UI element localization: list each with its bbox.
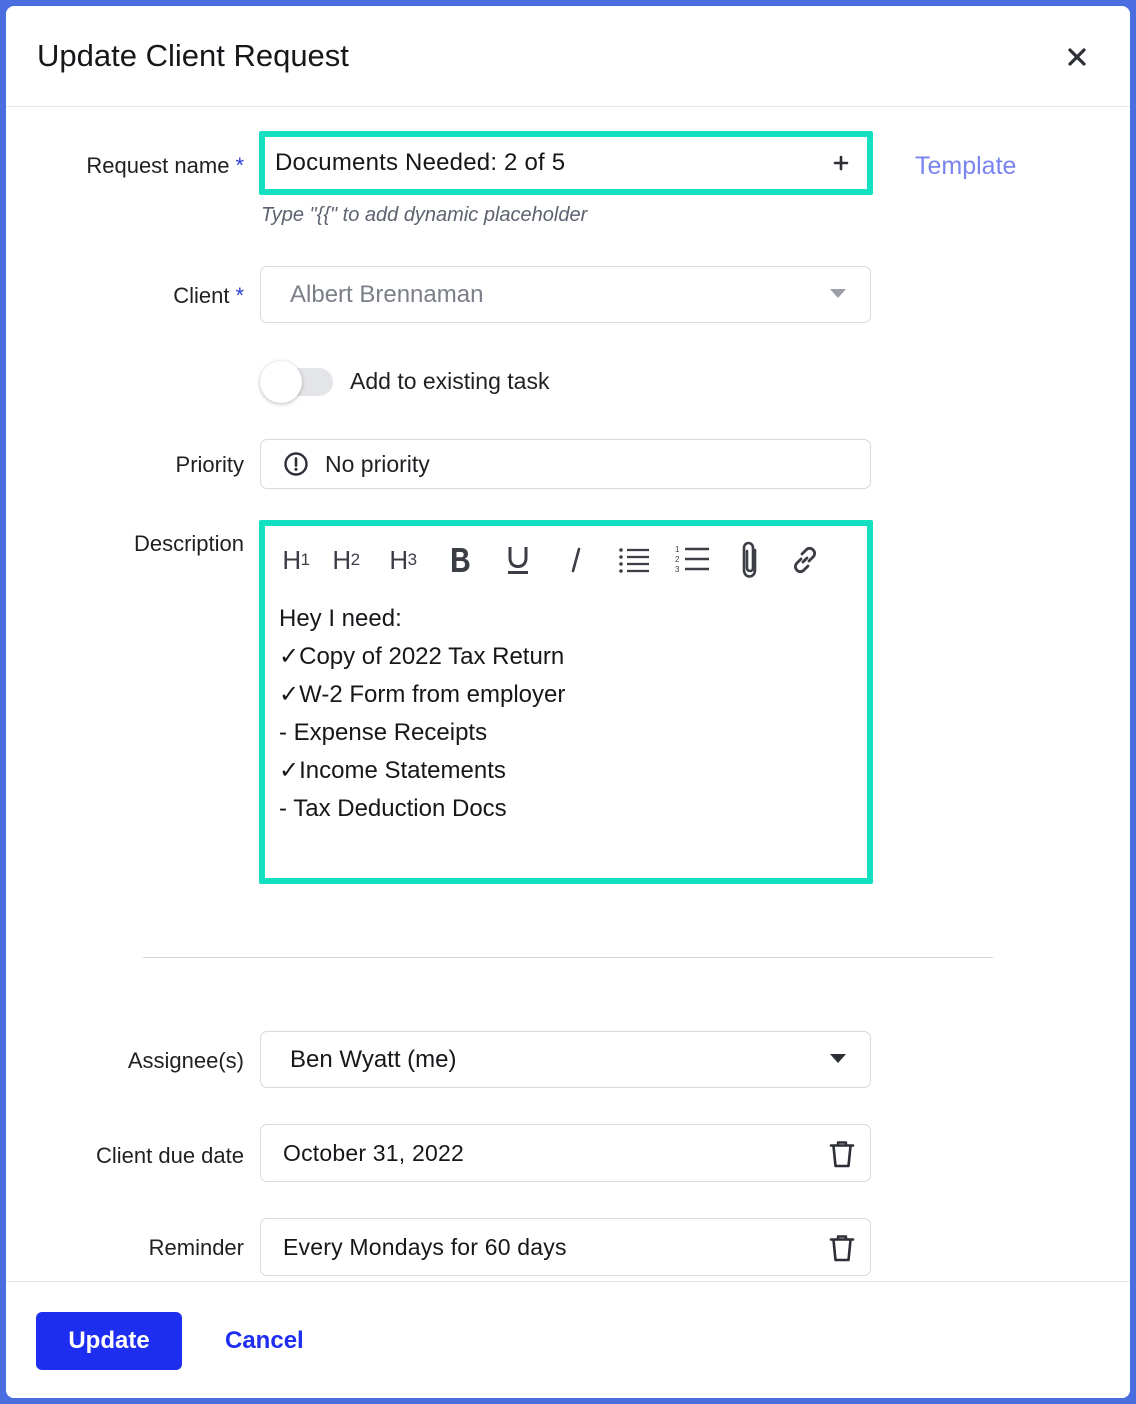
- description-line: ✓W-2 Form from employer: [279, 681, 566, 708]
- template-link[interactable]: Template: [915, 152, 1017, 180]
- description-label: Description: [133, 531, 244, 556]
- assignees-label: Assignee(s): [127, 1048, 244, 1073]
- heading-1-button[interactable]: H 1: [282, 544, 310, 575]
- description-line: ✓Income Statements: [279, 757, 506, 784]
- add-to-existing-task-label: Add to existing task: [350, 368, 550, 394]
- svg-text:3: 3: [675, 565, 680, 574]
- trash-icon[interactable]: [828, 1233, 856, 1263]
- add-to-existing-task-toggle[interactable]: [260, 361, 333, 403]
- due-date-value: October 31, 2022: [283, 1139, 464, 1166]
- priority-label: Priority: [175, 452, 244, 477]
- svg-text:1: 1: [675, 545, 680, 554]
- svg-text:2: 2: [675, 555, 680, 564]
- priority-select[interactable]: [260, 439, 871, 489]
- required-mark: *: [235, 153, 244, 178]
- request-name-label: Request name *: [86, 153, 244, 178]
- assignees-value: Ben Wyatt (me): [290, 1045, 457, 1073]
- priority-value: No priority: [325, 450, 430, 477]
- request-name-value: Documents Needed: 2 of 5: [275, 149, 566, 176]
- numbered-list-icon: [674, 544, 710, 576]
- chevron-down-icon: [830, 1054, 846, 1064]
- reminder-value: Every Mondays for 60 days: [283, 1233, 567, 1260]
- close-button[interactable]: [1062, 42, 1092, 72]
- heading-2-button[interactable]: H 2: [332, 544, 360, 575]
- description-line: - Tax Deduction Docs: [279, 795, 507, 822]
- reminder-label: Reminder: [148, 1235, 244, 1260]
- cancel-button[interactable]: Cancel: [225, 1327, 304, 1354]
- description-line: Hey I need:: [279, 605, 402, 632]
- update-button[interactable]: Update: [36, 1312, 182, 1370]
- due-date-label: Client due date: [96, 1143, 244, 1168]
- bullet-list-button[interactable]: [605, 540, 663, 580]
- editor-toolbar: [275, 540, 831, 580]
- toggle-knob: [260, 361, 302, 403]
- link-button[interactable]: [779, 540, 831, 580]
- underline-icon: [505, 545, 531, 575]
- client-value: Albert Brennaman: [290, 280, 484, 308]
- section-divider: [143, 957, 993, 958]
- description-line: ✓Copy of 2022 Tax Return: [279, 643, 565, 670]
- request-name-hint: Type "{{" to add dynamic placeholder: [261, 204, 588, 226]
- description-content[interactable]: [279, 600, 565, 828]
- plus-icon[interactable]: [829, 151, 853, 175]
- client-label: Client *: [173, 283, 244, 308]
- link-icon: [790, 545, 820, 575]
- numbered-list-button[interactable]: [663, 540, 721, 580]
- description-editor[interactable]: [259, 520, 873, 884]
- client-select[interactable]: [260, 266, 871, 323]
- update-client-request-modal: [6, 6, 1130, 1398]
- bold-icon: [448, 546, 472, 574]
- bullet-list-icon: [618, 546, 650, 574]
- attach-button[interactable]: [721, 540, 779, 580]
- description-line: - Expense Receipts: [279, 719, 488, 746]
- underline-button[interactable]: [489, 540, 547, 580]
- bold-button[interactable]: [431, 540, 489, 580]
- italic-icon: [568, 546, 584, 574]
- reminder-input[interactable]: [260, 1218, 871, 1276]
- modal-footer: [6, 1281, 1130, 1398]
- modal-header: [6, 6, 1130, 107]
- chevron-down-icon: [830, 289, 846, 299]
- assignees-select[interactable]: [260, 1031, 871, 1088]
- italic-button[interactable]: [547, 540, 605, 580]
- paperclip-icon: [739, 540, 761, 580]
- close-icon: [1062, 42, 1092, 72]
- request-name-input[interactable]: [259, 131, 873, 195]
- heading-3-button[interactable]: H 3: [389, 544, 417, 575]
- alert-circle-icon: [283, 451, 309, 477]
- trash-icon[interactable]: [828, 1139, 856, 1169]
- due-date-input[interactable]: [260, 1124, 871, 1182]
- modal-title: Update Client Request: [37, 38, 349, 73]
- required-mark: *: [235, 283, 244, 308]
